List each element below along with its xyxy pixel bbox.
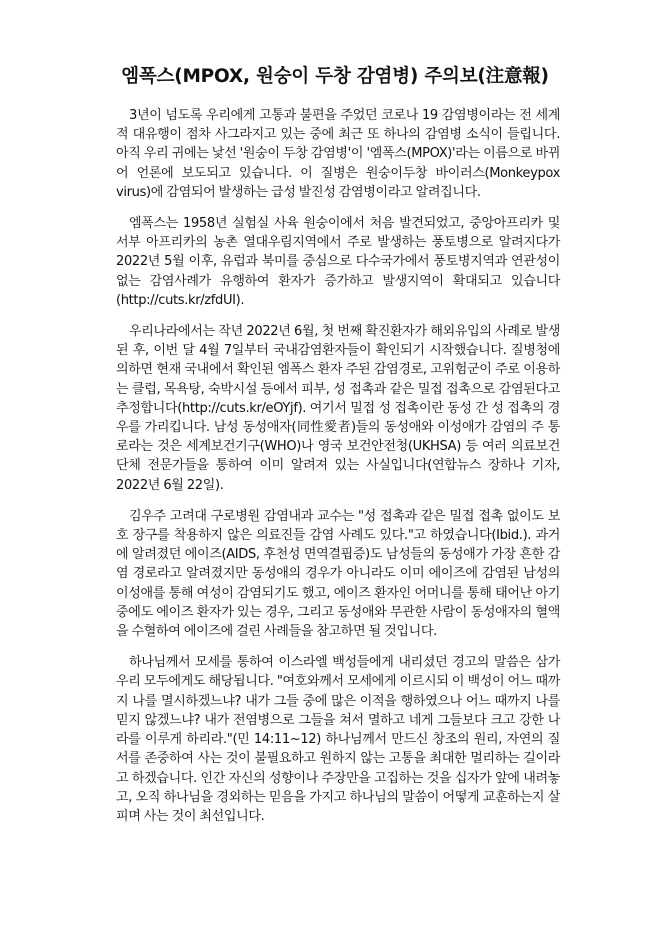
paragraph-1: 3년이 넘도록 우리에게 고통과 불편을 주었던 코로나 19 감염병이라는 전 세계적 대유행이 점차 사그라지고 있는 중에 최근 또 하나의 감염병 소식이 들립니다. 아직 우리 귀에는 낯선 '원숭이 두창 감염병'이 '엠폭스(MPOX)'라는 이름으로 바뀌어 언론에 보도되고 있습니다. 이 질병은 원숭이두창 바이러스(Monkeypox virus)에 감염되어 발생하는 급성 발진성 감염병이라고 알려집니다. [116, 108, 560, 200]
paragraph-5: 하나님께서 모세를 통하여 이스라엘 백성들에게 내리셨던 경고의 말씀은 삼가 우리 모두에게도 해당됩니다. "여호와께서 모세에게 이르시되 이 백성이 어느 때까지 나를 멸시하겠느냐? 내가 그들 중에 많은 이적을 행하였으나 어느 때까지 나를 믿지 않겠느냐? 내가 전염병으로 그들을 쳐서 멸하고 네게 그들보다 크고 강한 나라를 이루게 하리라."(민 14:11~12) 하나님께서 만드신 창조의 원리, 자연의 질서를 존중하여 사는 것이 불필요하고 원하지 않는 고통을 최대한 멀리하는 길이라고 하겠습니다. 인간 자신의 성향이나 주장만을 고집하는 것을 십자가 앞에 내려놓고, 오직 하나님을 경외하는 믿음을 가지고 하나님의 말씀이 어떻게 교훈하는지 살피며 사는 것이 최선입니다. [116, 655, 560, 824]
document-title: 엠폭스(MPOX, 원숭이 두창 감염병) 주의보(注意報) [121, 66, 549, 87]
document-body [116, 106, 560, 838]
paragraph-2: 엠폭스는 1958년 실험실 사육 원숭이에서 처음 발견되었고, 중앙아프리카 및 서부 아프리카의 농촌 열대우림지역에서 주로 발생하는 풍토병으로 알려지다가 2022년 5월 이후, 유럽과 북미를 중심으로 다수국가에서 풍토병지역과 연관성이 없는 감염사례가 유행하여 환자가 증가하고 발생지역이 확대되고 있습니다(http://cuts.kr/zfdUI). [116, 216, 560, 308]
paragraph-4: 김우주 고려대 구로병원 감염내과 교수는 "성 접촉과 같은 밀접 접촉 없이도 보호 장구를 착용하지 않은 의료진들 감염 사례도 있다."고 하였습니다(Ibid.). 과거에 알려졌던 에이즈(AIDS, 후천성 면역결핍증)도 남성들의 동성애가 가장 흔한 감염 경로라고 알려졌지만 동성애의 경우가 아니라도 이미 에이즈에 감염된 남성의 이성애를 통해 여성이 감염되기도 했고, 에이즈 환자인 어머니를 통해 태어난 아기 중에도 에이즈 환자가 있는 경우, 그리고 동성애와 무관한 사람이 동성애자의 혈액을 수혈하여 에이즈에 걸린 사례들을 참고하면 될 것입니다. [116, 508, 560, 640]
paragraph-3: 우리나라에서는 작년 2022년 6월, 첫 번째 확진환자가 해외유입의 사례로 발생된 후, 이번 달 4월 7일부터 국내감염환자들이 확인되기 시작했습니다. 질병청에 의하면 현재 국내에서 확인된 엠폭스 환자 주된 감염경로, 고위험군이 주로 이용하는 클럽, 목욕탕, 숙박시설 등에서 피부, 성 접촉과 같은 밀접 접촉으로 감염된다고 추정합니다(http://cuts.kr/eOYjf). 여기서 밀접 성 접촉이란 동성 간 성 접촉의 경우를 가리킵니다. 남성 동성애자(同性愛者)들의 동성애와 이성애가 감염의 주 통로라는 것은 세계보건기구(WHO)나 영국 보건안전청(UKHSA) 등 여러 의료보건단체 전문가들을 통하여 이미 알려져 있는 사실입니다(연합뉴스 장하나 기자, 2022년 6월 22일). [116, 324, 560, 493]
